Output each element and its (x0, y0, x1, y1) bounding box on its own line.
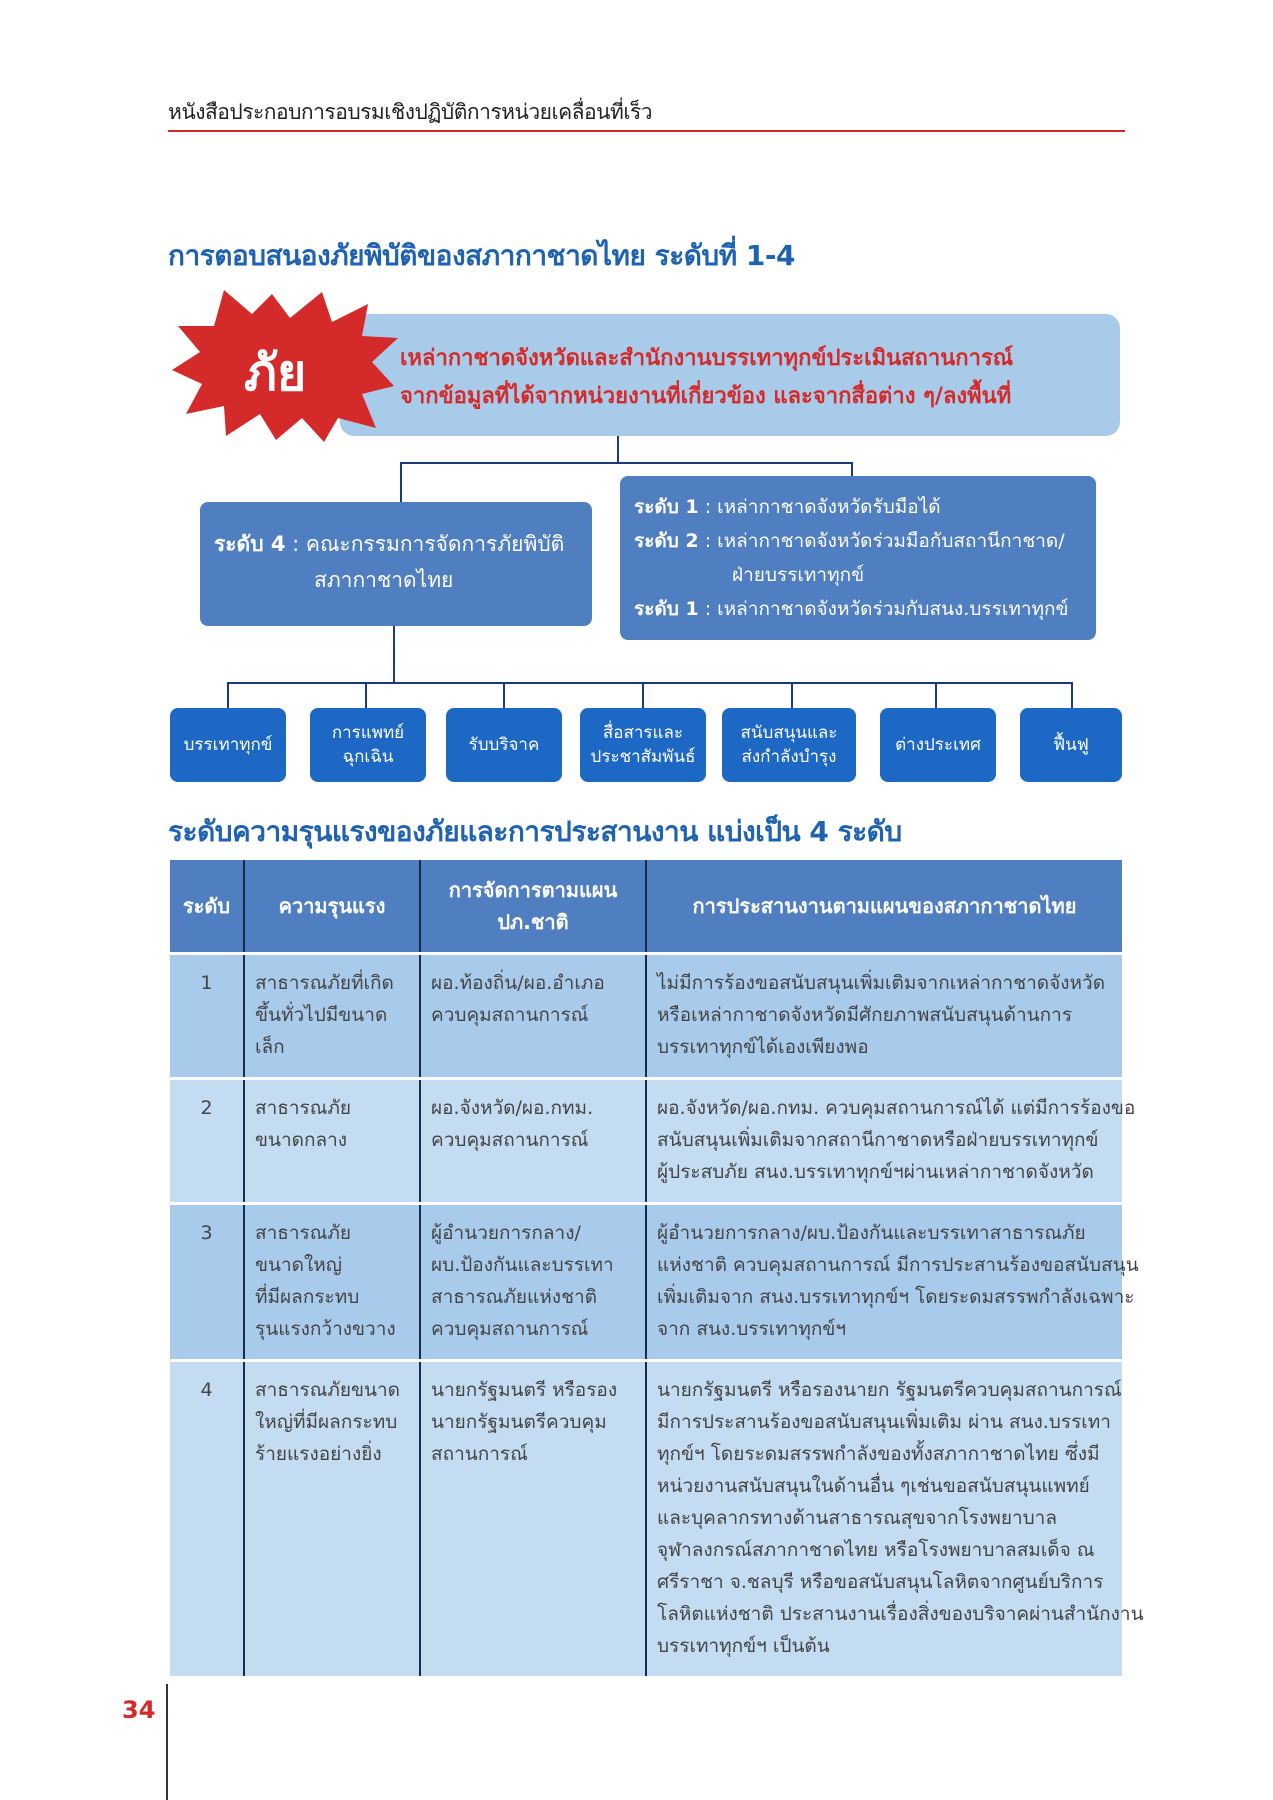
level-label: ระดับ 1 (634, 496, 699, 518)
cell-coordination-line: มีการประสานร้องขอสนับสนุนเพิ่มเติม ผ่าน สนง.บรรเทา (657, 1411, 1111, 1433)
cell-severity (244, 1204, 420, 1361)
connector-line (393, 626, 395, 684)
level4-text-1: : คณะกรรมการจัดการภัยพิบัติ (292, 532, 565, 556)
cell-coordination-line: ผอ.จังหวัด/ผอ.กทม. ควบคุมสถานการณ์ได้ แต่มีการร้องขอ (657, 1097, 1136, 1119)
cell-coordination-line: ผู้อำนวยการกลาง/ผบ.ป้องกันและบรรเทาสาธารณภัย (657, 1222, 1086, 1244)
level-text: ฝ่ายบรรเทาทุกข์ (732, 564, 865, 586)
cell-severity-line: ขึ้นทั่วไปมีขนาดเล็ก (255, 1004, 388, 1058)
cell-coordination-line: โลหิตแห่งชาติ ประสานงานเรื่องสิ่งของบริจาคผ่านสำนักงาน (657, 1603, 1144, 1625)
level-text: : เหล่ากาชาดจังหวัดร่วมกับสนง.บรรเทาทุกข์ (704, 598, 1069, 620)
flow-section-title: การตอบสนองภัยพิบัติของสภากาชาดไทย ระดับที่ 1-4 (168, 239, 795, 272)
cell-coordination-line: สนับสนุนเพิ่มเติมจากสถานีกาชาดหรือฝ่ายบรรเทาทุกข์ (657, 1129, 1099, 1151)
assessment-text (400, 340, 1100, 416)
running-title: หนังสือประกอบการอบรมเชิงปฏิบัติการหน่วยเคลื่อนที่เร็ว (168, 100, 653, 124)
unit-recovery: ฟื้นฟู (1020, 708, 1122, 782)
unit-donations: รับบริจาค (446, 708, 562, 782)
cell-coordination-line: แห่งชาติ ควบคุมสถานการณ์ มีการประสานร้องขอสนับสนุน (657, 1254, 1139, 1276)
cell-severity (244, 1079, 420, 1204)
cell-coordination-line: และบุคลากรทางด้านสาธารณสุขจากโรงพยาบาล (657, 1507, 1057, 1529)
cell-severity-line: ที่มีผลกระทบ (255, 1286, 360, 1308)
footer-divider (166, 1684, 168, 1800)
cell-coordination-line: นายกรัฐมนตรี หรือรองนายก รัฐมนตรีควบคุมสถานการณ์ (657, 1379, 1122, 1401)
cell-plan (420, 1361, 646, 1677)
connector-line (227, 682, 229, 708)
cell-severity-line: ใหญ่ที่มีผลกระทบ (255, 1411, 398, 1433)
header-coordination: การประสานงานตามแผนของสภากาชาดไทย (646, 860, 1122, 954)
connector-line (1071, 682, 1073, 708)
level-label: ระดับ 1 (634, 598, 699, 620)
cell-severity-line: รุนแรงกว้างขวาง (255, 1318, 396, 1340)
cell-coordination-line: ศรีราชา จ.ชลบุรี หรือขอสนับสนุนโลหิตจากศูนย์บริการ (657, 1571, 1104, 1593)
unit-emergency-medical: การแพทย์ ฉุกเฉิน (310, 708, 426, 782)
cell-plan (420, 1204, 646, 1361)
cell-plan-line: นายกรัฐมนตรีควบคุม (431, 1411, 607, 1433)
unit-international: ต่างประเทศ (880, 708, 996, 782)
level-label: ระดับ 2 (634, 530, 699, 552)
table-header-row (170, 860, 1122, 954)
connector-line (400, 462, 853, 464)
cell-severity-line: สาธารณภัยที่เกิด (255, 972, 394, 994)
cell-plan-line: ควบคุมสถานการณ์ (431, 1318, 589, 1340)
severity-table (170, 860, 1144, 1676)
cell-coordination (646, 1204, 1139, 1361)
header-divider (168, 130, 1125, 132)
cell-severity-line: ขนาดกลาง (255, 1129, 348, 1151)
assessment-line-1: เหล่ากาชาดจังหวัดและสำนักงานบรรเทาทุกข์ประเมินสถานการณ์ (400, 346, 1014, 371)
cell-plan-line: ควบคุมสถานการณ์ (431, 1004, 589, 1026)
cell-severity-line: ร้ายแรงอย่างยิ่ง (255, 1443, 382, 1465)
connector-line (935, 682, 937, 708)
cell-plan-line: ผบ.ป้องกันและบรรเทา (431, 1254, 614, 1276)
cell-coordination-line: ไม่มีการร้องขอสนับสนุนเพิ่มเติมจากเหล่ากาชาดจังหวัด (657, 972, 1106, 994)
level-text: : เหล่ากาชาดจังหวัดร่วมมือกับสถานีกาชาด/ (704, 530, 1065, 552)
cell-level: 4 (170, 1361, 244, 1677)
cell-coordination-line: หรือเหล่ากาชาดจังหวัดมีศักยภาพสนับสนุนด้านการ (657, 1004, 1073, 1026)
cell-severity-line: ขนาดใหญ่ (255, 1254, 342, 1276)
header-level: ระดับ (170, 860, 244, 954)
connector-line (365, 682, 367, 708)
cell-plan-line: สาธารณภัยแห่งชาติ (431, 1286, 597, 1308)
connector-line (617, 436, 619, 464)
level4-text-2: สภากาชาดไทย (314, 568, 454, 592)
table-row (170, 1079, 1122, 1204)
level-text: : เหล่ากาชาดจังหวัดรับมือได้ (704, 496, 941, 518)
cell-plan-line: นายกรัฐมนตรี หรือรอง (431, 1379, 618, 1401)
table-section-title: ระดับความรุนแรงของภัยและการประสานงาน แบ่งเป็น 4 ระดับ (168, 815, 902, 848)
cell-coordination-line: ผู้ประสบภัย สนง.บรรเทาทุกข์ฯผ่านเหล่ากาชาดจังหวัด (657, 1161, 1094, 1183)
cell-coordination-line: จุฬาลงกรณ์สภากาชาดไทย หรือโรงพยาบาลสมเด็จ ณ (657, 1539, 1095, 1561)
cell-severity-line: สาธารณภัย (255, 1222, 352, 1244)
cell-coordination (646, 954, 1122, 1079)
cell-level: 1 (170, 954, 244, 1079)
burst-label: ภัย (244, 344, 307, 402)
cell-plan-line: ควบคุมสถานการณ์ (431, 1129, 589, 1151)
cell-plan (420, 954, 646, 1079)
cell-plan-line: ผอ.ท้องถิ่น/ผอ.อำเภอ (431, 972, 605, 994)
connector-line (642, 682, 644, 708)
levels-1-3-box (620, 476, 1096, 640)
cell-level: 2 (170, 1079, 244, 1204)
cell-coordination-line: บรรเทาทุกข์ฯ เป็นต้น (657, 1635, 830, 1657)
connector-line (227, 682, 1072, 684)
unit-communications: สื่อสารและ ประชาสัมพันธ์ (580, 708, 706, 782)
cell-plan (420, 1079, 646, 1204)
cell-coordination (646, 1079, 1136, 1204)
connector-line (791, 682, 793, 708)
cell-plan-line: สถานการณ์ (431, 1443, 528, 1465)
connector-line (851, 462, 853, 476)
cell-severity (244, 1361, 420, 1677)
level4-label: ระดับ 4 (214, 532, 286, 556)
cell-level: 3 (170, 1204, 244, 1361)
cell-coordination (646, 1361, 1144, 1677)
cell-plan-line: ผอ.จังหวัด/ผอ.กทม. (431, 1097, 594, 1119)
cell-coordination-line: หน่วยงานสนับสนุนในด้านอื่น ๆเช่นขอสนับสนุนแพทย์ (657, 1475, 1090, 1497)
cell-coordination-line: เพิ่มเติมจาก สนง.บรรเทาทุกข์ฯ โดยระดมสรรพกำลังเฉพาะ (657, 1286, 1135, 1308)
table-row (170, 1361, 1122, 1677)
cell-coordination-line: บรรเทาทุกข์ได้เองเพียงพอ (657, 1036, 869, 1058)
connector-line (400, 462, 402, 502)
cell-severity (244, 954, 420, 1079)
level4-box (200, 502, 592, 626)
header-severity: ความรุนแรง (244, 860, 420, 954)
cell-coordination-line: ทุกข์ฯ โดยระดมสรรพกำลังของทั้งสภากาชาดไทย ซึ่งมี (657, 1443, 1100, 1465)
table-row (170, 954, 1122, 1079)
cell-plan-line: ผู้อำนวยการกลาง/ (431, 1222, 581, 1244)
cell-severity-line: สาธารณภัยขนาด (255, 1379, 401, 1401)
assessment-line-2: จากข้อมูลที่ได้จากหน่วยงานที่เกี่ยวข้อง และจากสื่อต่าง ๆ/ลงพื้นที่ (400, 384, 1012, 409)
unit-logistics: สนับสนุนและ ส่งกำลังบำรุง (722, 708, 856, 782)
cell-severity-line: สาธารณภัย (255, 1097, 352, 1119)
unit-relief: บรรเทาทุกข์ (170, 708, 286, 782)
header-plan: การจัดการตามแผน ปภ.ชาติ (420, 860, 646, 954)
connector-line (503, 682, 505, 708)
page-number: 34 (122, 1696, 156, 1724)
cell-coordination-line: จาก สนง.บรรเทาทุกข์ฯ (657, 1318, 847, 1340)
table-row (170, 1204, 1122, 1361)
